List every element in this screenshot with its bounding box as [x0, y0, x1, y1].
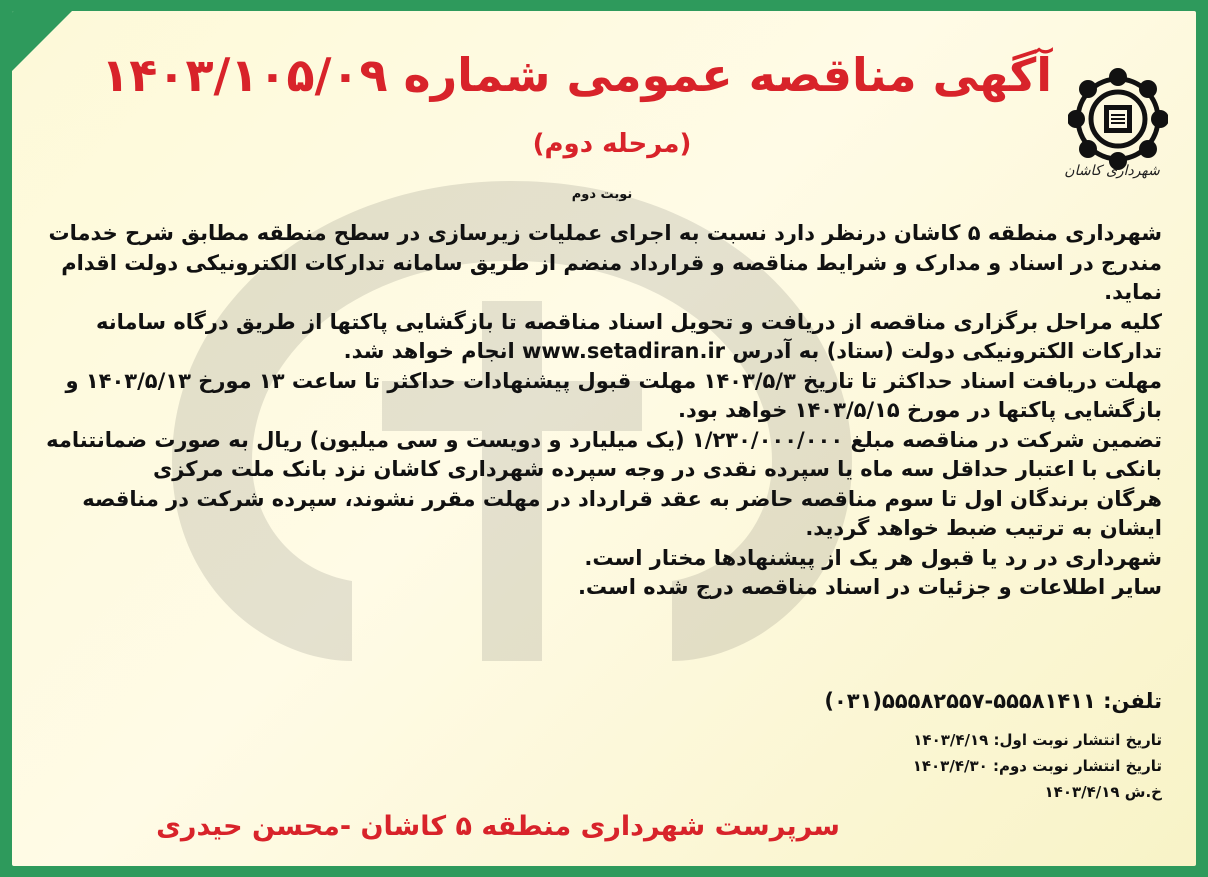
publish-dates [662, 727, 1162, 805]
logo-caption: شهرداری کاشان [1064, 163, 1160, 179]
body-paragraph: شهرداری منطقه ۵ کاشان درنظر دارد نسبت به اجرای عملیات زیرسازی در سطح منطقه مطابق شرح خدمات مندرج در اسناد و مدارک و شرایط مناقصه و قرارداد منضم از طریق سامانه تدارکات الکترونیکی دولت اقدام نماید. [48, 221, 1162, 304]
notice-title: آگهی مناقصه عمومی شماره ۱۴۰۳/۱۰۵/۰۹ [101, 48, 1052, 102]
notice-subtitle: (مرحله دوم) [532, 129, 692, 159]
second-publish-date: تاریخ انتشار نوبت دوم: ۱۴۰۳/۴/۳۰ [912, 757, 1162, 775]
body-paragraph: سایر اطلاعات و جزئیات در اسناد مناقصه درج شده است. [577, 575, 1162, 599]
corner-ribbon [12, 11, 72, 71]
notice-body [42, 219, 1162, 603]
notice-code: خ.ش ۱۴۰۳/۴/۱۹ [1044, 783, 1162, 801]
body-paragraph: مهلت دریافت اسناد حداکثر تا تاریخ ۱۴۰۳/۵/۳ مهلت قبول پیشنهادات حداکثر تا ساعت ۱۳ مورخ ۱۴۰۳/۵/۱۳ و بازگشایی پاکتها در مورخ ۱۴۰۳/۵/۱۵ خواهد بود. [65, 368, 1162, 422]
contact-phone: تلفن: ۵۵۵۸۱۴۱۱-۵۵۵۸۲۵۵۷(۰۳۱) [824, 689, 1162, 713]
body-paragraph: شهرداری در رد یا قبول هر یک از پیشنهادها مختار است. [584, 545, 1162, 570]
body-paragraph: هرگان برندگان اول تا سوم مناقصه حاضر به عقد قرارداد در مهلت مقرر نشوند، سپرده شرکت در مناقصه ایشان به ترتیب ضبط خواهد گردید. [82, 486, 1162, 540]
notice-round: نوبت دوم [571, 187, 633, 202]
body-paragraph: تضمین شرکت در مناقصه مبلغ ۱/۲۳۰/۰۰۰/۰۰۰ (یک میلیارد و دویست و سی میلیون) ریال به صورت ضمانتنامه بانکی با اعتبار حداقل سه ماه یا سپرده نقدی در وجه سپرده شهرداری کاشان نزد بانک ملت مرکزی [46, 427, 1162, 481]
signature: سرپرست شهرداری منطقه ۵ کاشان -محسن حیدری [156, 811, 840, 842]
body-paragraph: کلیه مراحل برگزاری مناقصه از دریافت و تحویل اسناد مناقصه تا بازگشایی پاکتها از طریق درگاه سامانه تدارکات الکترونیکی دولت (ستاد) به آدرس www.setadiran.ir انجام خواهد شد. [96, 309, 1162, 363]
first-publish-date: تاریخ انتشار نوبت اول: ۱۴۰۳/۴/۱۹ [913, 731, 1162, 749]
notice-paper [12, 11, 1196, 866]
